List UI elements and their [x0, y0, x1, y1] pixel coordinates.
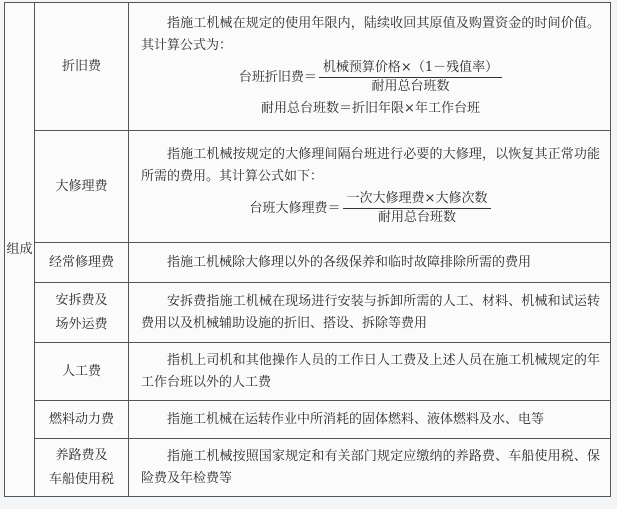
- total-shifts-formula: 耐用总台班数＝折旧年限×年工作台班: [261, 101, 480, 116]
- item-name-line-1: 养路费及: [55, 447, 108, 463]
- item-description-cell: [129, 343, 611, 401]
- item-name-cell: [35, 439, 129, 497]
- item-name-line-1: 安拆费及: [55, 292, 108, 308]
- item-description: 指施工机械在运转作业中所消耗的固体燃料、液体燃料及水、电等: [167, 411, 545, 427]
- table-row: [5, 343, 611, 401]
- item-description-cell: [129, 3, 611, 131]
- table-row: [5, 439, 611, 497]
- item-description-cell: [129, 439, 611, 497]
- item-name-cell: [35, 243, 129, 283]
- item-name: 折旧费: [61, 58, 101, 74]
- item-description: 指施工机械按规定的大修理间隔台班进行必要的大修理，以恢复其正常功能所需的费用。其计算公式如下：: [141, 147, 600, 184]
- item-name-cell: [35, 131, 129, 243]
- overhaul-formula: [141, 190, 600, 227]
- item-name-line-2: 场外运费: [55, 316, 108, 332]
- item-description: 安拆费指施工机械在现场进行安装与拆卸所需的人工、材料、机械和试运转费用以及机械辅助设施的折旧、搭设、拆除等费用: [141, 293, 600, 331]
- table-row: [5, 3, 611, 131]
- item-name: 人工费: [61, 363, 101, 379]
- table-row: [5, 243, 611, 283]
- item-description-cell: [129, 243, 611, 283]
- formula-lhs: 台班折旧费＝: [238, 69, 317, 85]
- formula-fraction: [319, 59, 502, 96]
- item-description: 指施工机械按照国家规定和有关部门规定应缴纳的养路费、车船使用税、保险费及年检费等: [141, 448, 600, 486]
- item-description: 指机上司机和其他操作人员的工作日人工费及上述人员在施工机械规定的年工作台班以外的人工费: [141, 352, 600, 390]
- group-label: 组成: [6, 241, 33, 257]
- item-description-cell: [129, 401, 611, 439]
- formula-numerator: 一次大修理费×大修次数: [343, 190, 492, 209]
- item-description: 指施工机械在规定的使用年限内，陆续收回其原值及购置资金的时间价值。其计算公式为：: [141, 16, 600, 53]
- depreciation-formula: [141, 59, 600, 96]
- item-name: 经常修理费: [48, 254, 114, 270]
- item-name-cell: [35, 283, 129, 343]
- formula-fraction: [343, 190, 492, 227]
- item-description: 指施工机械除大修理以外的各级保养和临时故障排除所需的费用: [167, 254, 532, 270]
- item-name: 大修理费: [55, 178, 108, 194]
- item-description-cell: [129, 131, 611, 243]
- formula-denominator: 耐用总台班数: [377, 210, 456, 225]
- item-name-cell: [35, 343, 129, 401]
- formula-lhs: 台班大修理费＝: [249, 200, 341, 216]
- group-label-cell: [5, 3, 35, 497]
- item-name-cell: [35, 401, 129, 439]
- table-row: [5, 131, 611, 243]
- formula-denominator: 耐用总台班数: [371, 79, 450, 94]
- table-row: [5, 283, 611, 343]
- item-name: 燃料动力费: [48, 411, 114, 427]
- formula-numerator: 机械预算价格×（1－残值率）: [319, 59, 502, 78]
- machine-cost-table: [4, 2, 611, 497]
- item-name-cell: [35, 3, 129, 131]
- table-row: [5, 401, 611, 439]
- item-description-cell: [129, 283, 611, 343]
- item-name-line-2: 车船使用税: [48, 471, 114, 487]
